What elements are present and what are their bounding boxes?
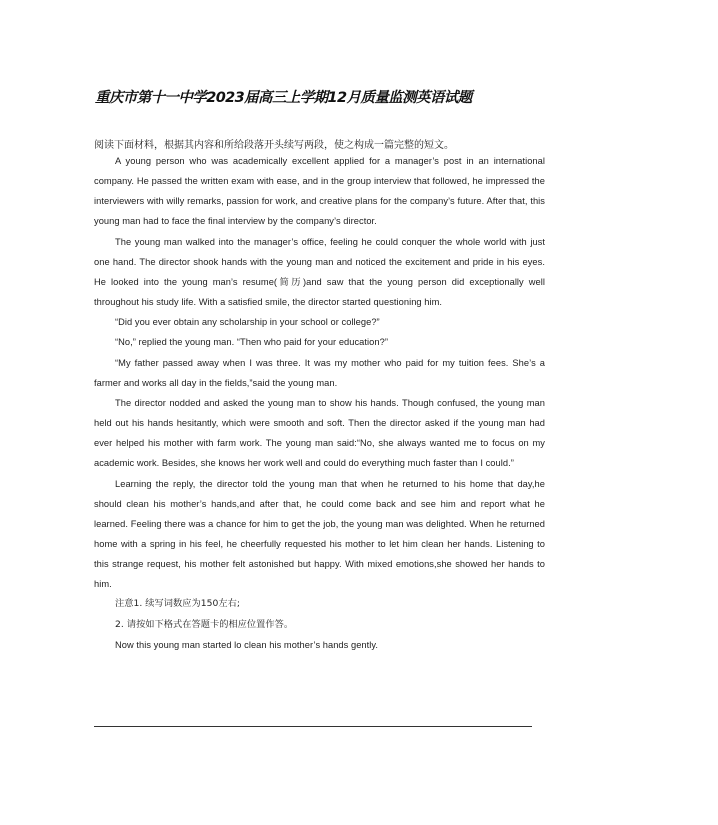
- paragraph: The young man walked into the manager’s office, feeling he could conquer the whole world with just one hand. The director shook hands with the young man and noticed the excitement and pride in his eyes. He looked into the young man’s resume(简历)and saw that the young person did exceptionally well throughout his study life. With a satisfied smile, the director started questioning him.: [94, 236, 545, 308]
- writing-note: 注意1. 续写词数应为150左右;: [115, 598, 241, 610]
- passage-body: [94, 151, 545, 655]
- paragraph: “My father passed away when I was three. It was my mother who paid for my tuition fees. She’s a farmer and works all day in the fields,”said the young man.: [94, 357, 545, 388]
- paragraph: The director nodded and asked the young man to show his hands. Though confused, the young man held out his hands hesitantly, which were smooth and soft. Then the director asked if the young man had ever helped his mother with farm work. The young man said:“No, she always wanted me to focus on my academic work. Besides, she knows her work well and could do everything much faster than I could.”: [94, 397, 545, 469]
- paragraph: Learning the reply, the director told the young man that when he returned to his home that day,he should clean his mother’s hands,and after that, he could come back and see him and report what he learned. Feeling there was a chance for him to get the job, the young man was delighted. When he returned home with a spring in his feel, he cheerfully requested his mother to let him clean her hands. Listening to this strange request, his mother felt astonished but happy. With mixed emotions,she showed her hands to him.: [94, 478, 545, 590]
- continuation-start: Now this young man started lo clean his mother’s hands gently.: [115, 639, 379, 650]
- writing-note: 2. 请按如下格式在答题卡的相应位置作答。: [115, 618, 294, 630]
- paragraph: “No,” replied the young man. “Then who paid for your education?”: [115, 337, 388, 348]
- paragraph: “Did you ever obtain any scholarship in your school or college?”: [115, 317, 380, 328]
- task-instruction: 阅读下面材料，根据其内容和所给段落开头续写两段，使之构成一篇完整的短文。: [94, 140, 454, 151]
- paragraph: A young person who was academically excellent applied for a manager’s post in an international company. He passed the written exam with ease, and in the group interview that followed, he impressed the interviewers with willy remarks, passion for work, and creative plans for the company’s future. After that, this young man had to face the final interview by the company’s director.: [94, 156, 545, 227]
- answer-line: [94, 726, 532, 727]
- document-title: 重庆市第十一中学2023届高三上学期12月质量监测英语试题: [95, 90, 472, 106]
